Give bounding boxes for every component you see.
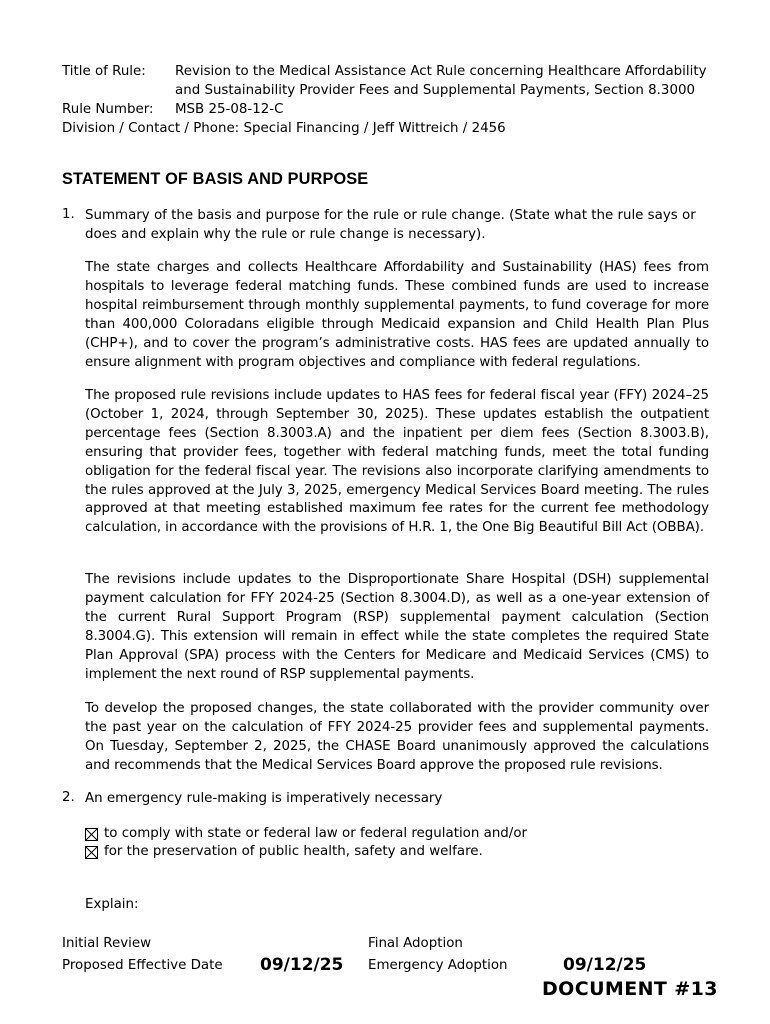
item-1-prompt: Summary of the basis and purpose for the rule or rule change. (State what the rule says or does and explain why the rule or rule change is necessary). — [85, 208, 696, 242]
paragraph-has-fees: The state charges and collects Healthcare Affordability and Sustainability (HAS) fees from hospitals to leverage federal matching funds. These combined funds are used to increase hospital reimbursement through monthly supplemental payments, to fund coverage for more than 400,000 Coloradans eligible through Medicaid expansion and Child Health Plan Plus (CHP+), and to cover the program’s administrative costs. HAS fees are updated annually to ensure alignment with program objectives and compliance with federal regulations. — [85, 260, 709, 370]
explain-label: Explain: — [85, 897, 139, 912]
item-2-prompt: An emergency rule-making is imperatively necessary — [85, 791, 443, 806]
proposed-effective-label: Proposed Effective Date — [62, 958, 223, 973]
item-1-number: 1. — [62, 207, 75, 222]
checkbox-label-comply-law: to comply with state or federal law or federal regulation and/or — [104, 826, 528, 841]
checkbox-row-comply-law — [85, 825, 527, 843]
paragraph-dsh-rsp: The revisions include updates to the Disproportionate Share Hospital (DSH) supplemental payment calculation for FFY 2024-25 (Section 8.3004.D), as well as a one-year extension of the current Rural Support Program (RSP) supplemental payment calculation (Section 8.3004.G). This extension will remain in effect while the state completes the required State Plan Approval (SPA) process with the Centers for Medicare and Medicaid Services (CMS) to implement the next round of RSP supplemental payments. — [85, 572, 709, 682]
contact-value: Special Financing / Jeff Wittreich / 2456 — [243, 121, 506, 136]
title-of-rule-label: Title of Rule: — [62, 64, 146, 79]
contact-label: Division / Contact / Phone: — [62, 121, 240, 136]
rule-number-label: Rule Number: — [62, 102, 154, 117]
title-of-rule-line2: and Sustainability Provider Fees and Supplemental Payments, Section 8.3000 — [175, 83, 696, 98]
item-2-number: 2. — [62, 790, 75, 805]
contact-row — [62, 120, 506, 139]
checked-box-icon[interactable] — [85, 846, 98, 859]
checkbox-row-public-health — [85, 843, 483, 861]
emergency-adoption-label: Emergency Adoption — [368, 958, 508, 973]
paragraph-proposed-revisions: The proposed rule revisions include updates to HAS fees for federal fiscal year (FFY) 2024–25 (October 1, 2024, through September 30, 2025). These updates establish the outpatient percentage fees (Section 8.3003.A) and the inpatient per diem fees (Section 8.3003.B), ensuring that provider fees, together with federal matching funds, meet the total funding obligation for the federal fiscal year. The revisions also incorporate clarifying amendments to the rules approved at the July 3, 2025, emergency Medical Services Board meeting. The rules approved at that meeting established maximum fee rates for the current fee methodology calculation, in accordance with the provisions of H.R. 1, the One Big Beautiful Bill Act (OBBA). — [85, 388, 709, 536]
initial-review-label: Initial Review — [62, 936, 152, 951]
rule-number-value: MSB 25-08-12-C — [175, 102, 284, 117]
emergency-adoption-date: 09/12/25 — [563, 955, 647, 975]
paragraph-collaboration: To develop the proposed changes, the state collaborated with the provider community over the past year on the calculation of FFY 2024-25 provider fees and supplemental payments. On Tuesday, September 2, 2025, the CHASE Board unanimously approved the calculations and recommends that the Medical Services Board approve the proposed rule revisions. — [85, 701, 709, 773]
checkbox-label-public-health: for the preservation of public health, safety and welfare. — [104, 844, 483, 859]
proposed-effective-date: 09/12/25 — [260, 955, 344, 975]
checked-box-icon[interactable] — [85, 828, 98, 841]
section-heading: STATEMENT OF BASIS AND PURPOSE — [62, 170, 369, 188]
title-of-rule-line1: Revision to the Medical Assistance Act Rule concerning Healthcare Affordability — [175, 64, 707, 79]
document-number: DOCUMENT #13 — [542, 978, 718, 1000]
final-adoption-label: Final Adoption — [368, 936, 463, 951]
